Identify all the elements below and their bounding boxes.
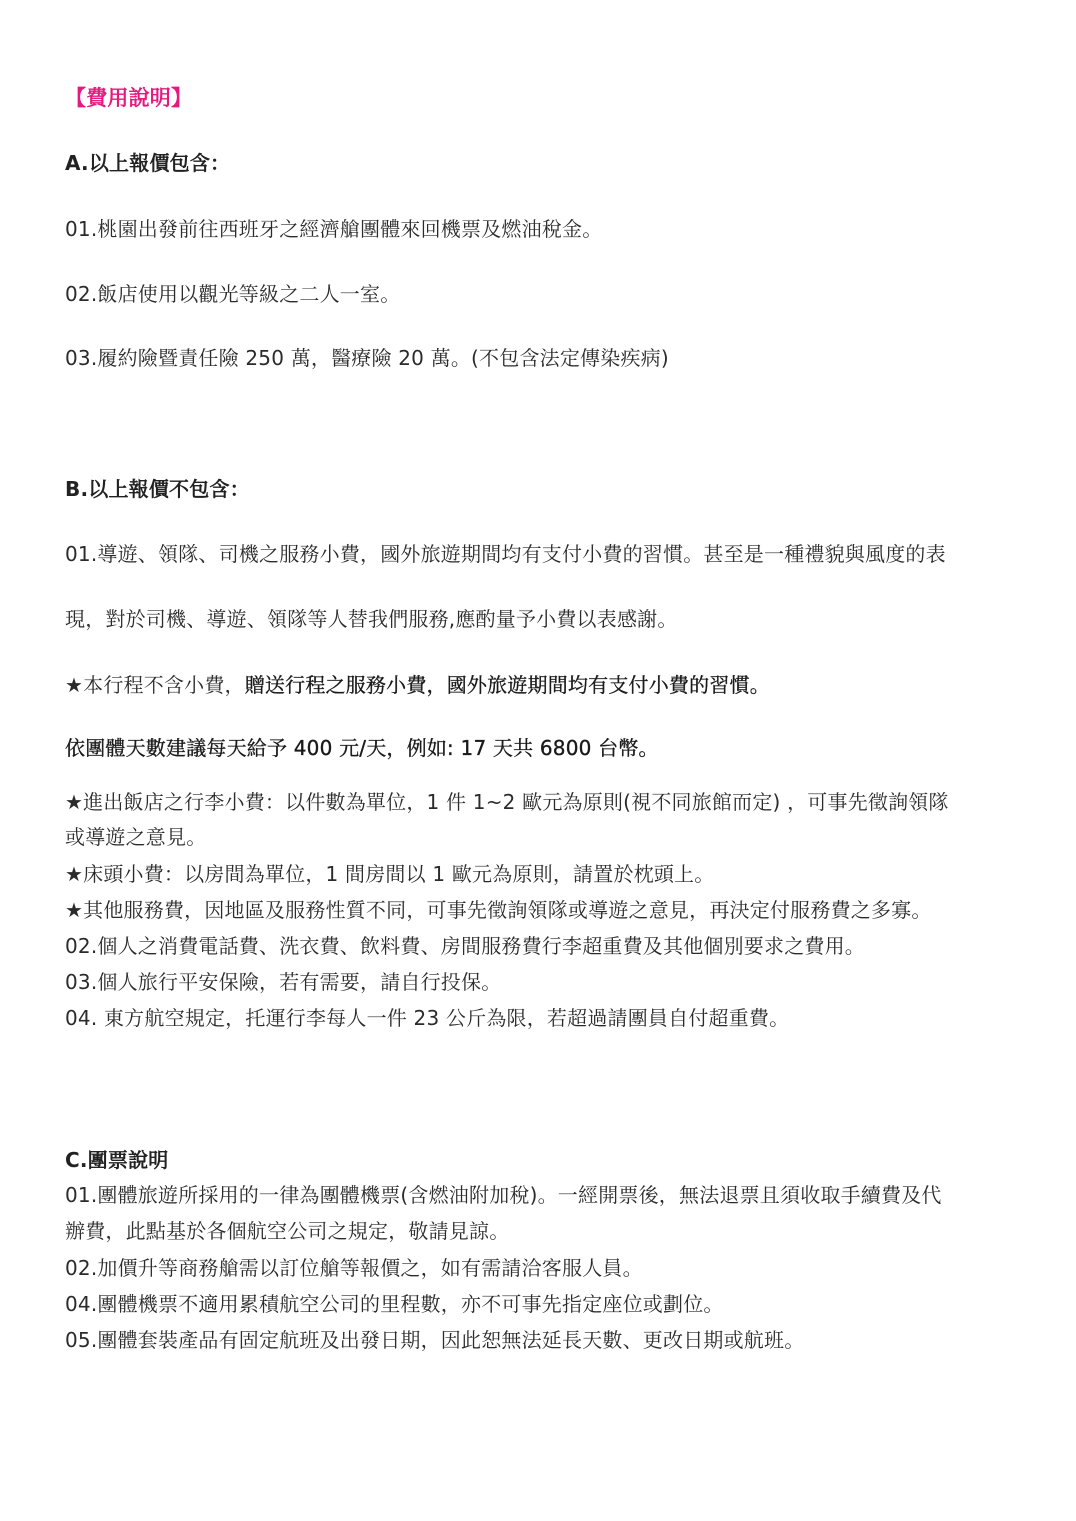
luggage-tip-line-2: 或導遊之意見。 — [65, 825, 207, 849]
section-a-item-2: 02.飯店使用以觀光等級之二人一室。 — [65, 282, 401, 306]
section-b-item-3: 03.個人旅行平安保險，若有需要，請自行投保。 — [65, 970, 502, 994]
tip-note-plain: ★本行程不含小費， — [65, 673, 245, 697]
section-c-heading: C.團票說明 — [65, 1148, 169, 1172]
tip-suggestion: 依團體天數建議每天給予 400 元/天，例如: 17 天共 6800 台幣。 — [65, 736, 659, 760]
section-b-heading: B.以上報價不包含： — [65, 477, 250, 501]
section-b-item-4: 04. 東方航空規定，托運行李每人一件 23 公斤為限，若超過請團員自付超重費。 — [65, 1006, 790, 1030]
section-a-item-1: 01.桃園出發前往西班牙之經濟艙團體來回機票及燃油稅金。 — [65, 217, 603, 241]
tip-note — [65, 673, 770, 697]
luggage-tip-line-1: ★進出飯店之行李小費：以件數為單位，1 件 1~2 歐元為原則(視不同旅館而定) ，可事先徵詢領隊 — [65, 790, 949, 814]
section-c-item-2: 02.加價升等商務艙需以訂位艙等報價之，如有需請洽客服人員。 — [65, 1256, 643, 1280]
section-c-item-4: 04.團體機票不適用累積航空公司的里程數，亦不可事先指定座位或劃位。 — [65, 1292, 724, 1316]
section-b-item-2: 02.個人之消費電話費、洗衣費、飲料費、房間服務費行李超重費及其他個別要求之費用。 — [65, 934, 866, 958]
document-title: 【費用說明】 — [65, 86, 193, 110]
bed-tip: ★床頭小費：以房間為單位，1 間房間以 1 歐元為原則，請置於枕頭上。 — [65, 862, 715, 886]
section-a-item-3: 03.履約險暨責任險 250 萬，醫療險 20 萬。(不包含法定傳染疾病) — [65, 346, 669, 370]
section-b-item-1-line-1: 01.導遊、領隊、司機之服務小費，國外旅遊期間均有支付小費的習慣。甚至是一種禮貌與風度的表 — [65, 542, 946, 566]
tip-note-bold: 贈送行程之服務小費，國外旅遊期間均有支付小費的習慣。 — [244, 673, 770, 697]
section-c-item-1-line-2: 辦費，此點基於各個航空公司之規定，敬請見諒。 — [65, 1219, 510, 1243]
section-b-item-1-line-2: 現，對於司機、導遊、領隊等人替我們服務,應酌量予小費以表感謝。 — [65, 607, 678, 631]
other-service-fee: ★其他服務費，因地區及服務性質不同，可事先徵詢領隊或導遊之意見，再決定付服務費之多寡。 — [65, 898, 932, 922]
section-a-heading: A.以上報價包含： — [65, 151, 231, 175]
section-c-item-5: 05.團體套裝產品有固定航班及出發日期，因此恕無法延長天數、更改日期或航班。 — [65, 1328, 805, 1352]
section-c-item-1-line-1: 01.團體旅遊所採用的一律為團體機票(含燃油附加稅)。一經開票後，無法退票且須收取手續費及代 — [65, 1183, 942, 1207]
